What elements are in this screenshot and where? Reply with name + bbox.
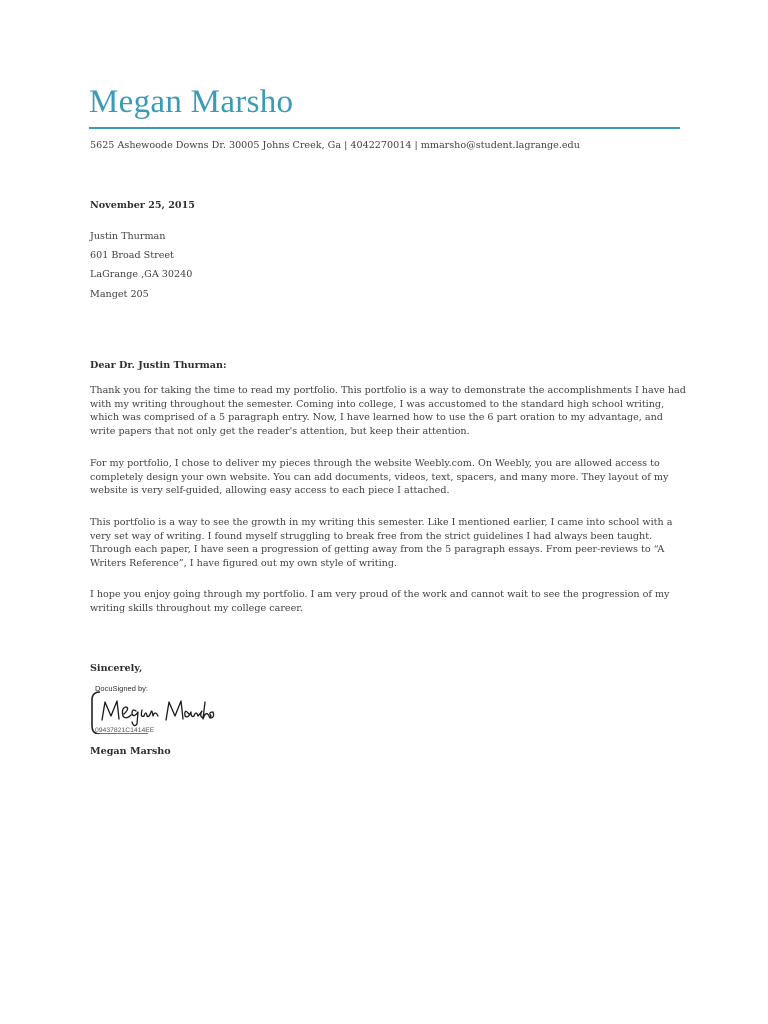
recipient-street: 601 Broad Street (90, 250, 174, 261)
body-paragraph (90, 384, 690, 438)
letterhead-divider (89, 127, 680, 129)
paragraph-line: write papers that not only get the reader's attention, but keep their attention. (90, 425, 470, 437)
body-paragraph (90, 516, 690, 570)
letterhead-name: Megan Marsho (89, 84, 294, 120)
envelope-id: 09437821C1414EE (95, 727, 155, 734)
body-paragraph (90, 588, 690, 615)
handwritten-signature (96, 694, 216, 728)
docusign-signature (88, 684, 218, 740)
contact-line: 5625 Ashewoode Downs Dr. 30005 Johns Creek, Ga | 4042270014 | mmarsho@student.lagrange.edu (90, 140, 580, 151)
docusigned-label: DocuSigned by: (95, 684, 148, 693)
recipient-name: Justin Thurman (90, 231, 166, 242)
paragraph-line: Through each paper, I have seen a progression of getting away from the 5 paragraph essays. From peer-reviews to “A (90, 544, 665, 556)
paragraph-line: Thank you for taking the time to read my portfolio. This portfolio is a way to demonstrate the accomplishments I have had (90, 385, 686, 396)
body-paragraph (90, 457, 690, 498)
letter-date: November 25, 2015 (90, 200, 195, 211)
paragraph-line: website is very self-guided, allowing easy access to each piece I attached. (90, 485, 450, 497)
paragraph-line: completely design your own website. You can add documents, videos, text, spacers, and many more. They layout of my (90, 471, 669, 483)
sender-name: Megan Marsho (90, 746, 171, 757)
paragraph-line: very set way of writing. I found myself struggling to break free from the strict guidelines I had always been taught. (90, 530, 653, 542)
recipient-office: Manget 205 (90, 289, 149, 300)
paragraph-line: writing skills throughout my college career. (90, 602, 303, 614)
paragraph-line: This portfolio is a way to see the growth in my writing this semester. Like I mentioned earlier, I came into school with a (90, 517, 673, 528)
paragraph-line: with my writing throughout the semester. Coming into college, I was accustomed to the standard high school writing, (90, 398, 665, 410)
paragraph-line: which was comprised of a 5 paragraph entry. Now, I have learned how to use the 6 part oration to my advantage, and (90, 412, 663, 424)
paragraph-line: Writers Reference”, I have figured out my own style of writing. (90, 557, 398, 569)
paragraph-line: For my portfolio, I chose to deliver my pieces through the website Weebly.com. On Weebly, you are allowed access to (90, 458, 660, 469)
closing: Sincerely, (90, 663, 143, 674)
salutation: Dear Dr. Justin Thurman: (90, 360, 227, 371)
paragraph-line: I hope you enjoy going through my portfolio. I am very proud of the work and cannot wait to see the progression of my (90, 589, 670, 600)
recipient-city: LaGrange ,GA 30240 (90, 269, 193, 280)
